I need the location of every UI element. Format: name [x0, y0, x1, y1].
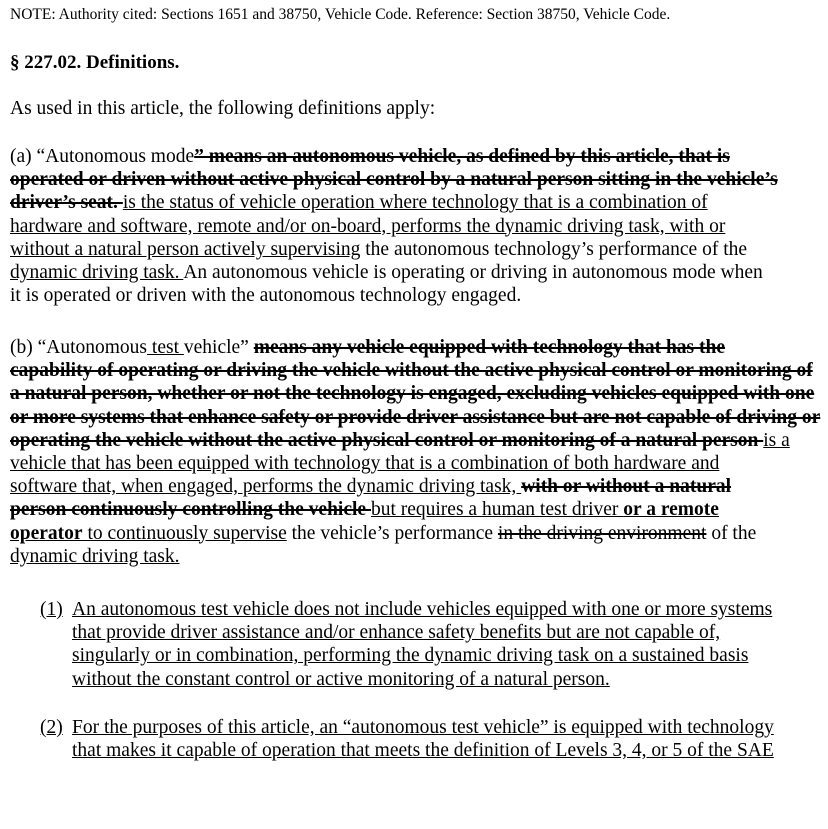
inserted-text: software that, when engaged, performs the dynamic driving task,: [10, 476, 522, 498]
plain-text: (a) “Autonomous mode: [10, 146, 195, 167]
inserted-text: vehicle that has been equipped with technology that is a combination of both hardware and: [10, 453, 720, 475]
subsection-1: [40, 598, 822, 691]
subsection-number: (1): [40, 599, 63, 620]
inserted-text: dynamic driving task.: [10, 545, 180, 567]
para-b-line-4: [10, 406, 820, 429]
inserted-text: test: [147, 337, 184, 358]
plain-text: (b) “Autonomous: [10, 337, 148, 358]
deleted-text: operated or driven without active physical control by a natural person sitting in the vehicle’s: [10, 169, 778, 191]
deleted-text: driver’s seat.: [10, 192, 123, 214]
para-b-line-3: [10, 382, 820, 405]
para-b-line-7: [10, 475, 820, 498]
plain-text: of the: [706, 522, 757, 544]
para-a-line-6: [10, 261, 820, 284]
plain-text: vehicle”: [183, 337, 254, 358]
inserted-text: without a natural person actively supervising: [10, 238, 361, 260]
plain-text: the vehicle’s performance: [286, 522, 498, 544]
para-a-line-1: [10, 145, 820, 168]
inserted-text: is a: [763, 429, 790, 451]
authority-note: NOTE: Authority cited: Sections 1651 and 38750, Vehicle Code. Reference: Section 38750, Vehicle Code.: [10, 6, 671, 23]
deleted-text: ” means an autonomous vehicle, as defined by this article, that is: [194, 146, 730, 167]
definition-autonomous-mode: [10, 145, 820, 307]
para-a-line-5: [10, 238, 820, 261]
section-heading: § 227.02. Definitions.: [10, 52, 180, 73]
subsection-1-line-2: that provide driver assistance and/or enhance safety benefits but are not capable of,: [72, 622, 721, 644]
deleted-text: a natural person, whether or not the technology is engaged, excluding vehicles equipped with one: [10, 383, 815, 405]
deleted-text: in the driving environment: [497, 522, 707, 544]
para-a-line-3: [10, 191, 820, 214]
plain-text: the autonomous technology’s performance of the: [360, 238, 748, 260]
subsection-number: (2): [40, 717, 63, 738]
deleted-text: or more systems that enhance safety or provide driver assistance but are not capable of driving or: [10, 406, 821, 428]
deleted-text: with or without a natural: [521, 476, 732, 498]
plain-text: it is operated or driven with the autonomous technology engaged.: [10, 285, 522, 307]
definition-autonomous-test-vehicle: [10, 336, 820, 568]
inserted-text: is the status of vehicle operation where technology that is a combination of: [122, 192, 708, 214]
para-a-line-2: [10, 168, 820, 191]
plain-text: An autonomous vehicle is operating or driving in autonomous mode when: [183, 262, 763, 284]
subsection-1-line-4: without the constant control or active monitoring of a natural person.: [72, 668, 610, 690]
para-b-line-5: [10, 429, 820, 452]
para-b-line-9: [10, 522, 820, 545]
deleted-text: operating the vehicle without the active physical control or monitoring of a natural person: [10, 429, 764, 451]
para-a-line-7: [10, 284, 820, 307]
inserted-bold-text: operator: [10, 522, 83, 544]
deleted-text: means any vehicle equipped with technology that has the: [253, 337, 726, 358]
inserted-text: dynamic driving task.: [10, 262, 184, 284]
inserted-bold-text: or a remote: [623, 499, 719, 521]
deleted-text: person continuously controlling the vehicle: [10, 499, 371, 521]
subsection-2-line-1: For the purposes of this article, an “autonomous test vehicle” is equipped with technology: [72, 717, 774, 738]
inserted-text: but requires a human test driver: [370, 499, 624, 521]
para-b-line-1: [10, 336, 820, 359]
para-b-line-6: [10, 452, 820, 475]
inserted-text: to continuously supervise: [82, 522, 287, 544]
subsection-1-line-3: singularly or in combination, performing the dynamic driving task on a sustained basis: [72, 645, 749, 667]
subsection-2-line-2: that makes it capable of operation that meets the definition of Levels 3, 4, or 5 of the SAE: [72, 740, 774, 762]
deleted-text: capability of operating or driving the vehicle without the active physical control or monitoring of: [10, 360, 813, 382]
para-a-line-4: [10, 215, 820, 238]
subsection-2: [40, 716, 822, 762]
para-b-line-10: [10, 545, 820, 568]
para-b-line-8: [10, 498, 820, 521]
para-b-line-2: [10, 359, 820, 382]
subsection-1-line-1: An autonomous test vehicle does not include vehicles equipped with one or more systems: [72, 599, 773, 620]
intro-text: As used in this article, the following definitions apply:: [10, 98, 436, 119]
inserted-text: hardware and software, remote and/or on-board, performs the dynamic driving task, with or: [10, 215, 726, 237]
